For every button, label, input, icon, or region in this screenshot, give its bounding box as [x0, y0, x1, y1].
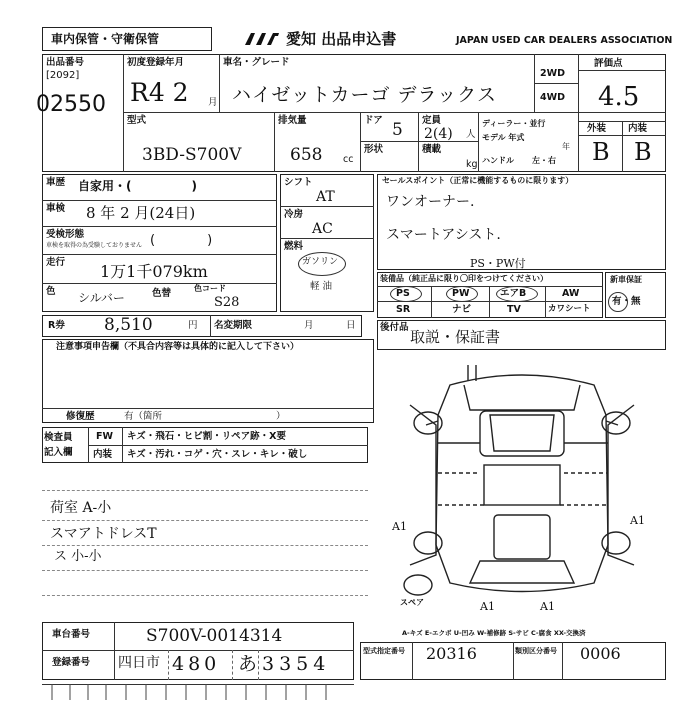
equip-airbag: エアB	[500, 288, 527, 299]
association-title: 愛知 出品申込書	[286, 30, 397, 48]
handwritten-note-3: ス 小-小	[54, 549, 102, 564]
color-label: 色	[46, 286, 56, 297]
dealer-label: ディーラー・並行	[482, 119, 546, 128]
type-designation-value: 20316	[426, 644, 477, 663]
equip-leather: カワシート	[548, 304, 591, 314]
type-designation-label: 型式指定番号	[363, 647, 405, 655]
uss-logo	[242, 30, 282, 48]
extras-label: 後付品	[380, 322, 409, 333]
storage-note: 車内保管・守衛保管	[51, 32, 160, 46]
recycle-label: R券	[48, 320, 65, 331]
shape-label: 形状	[364, 144, 384, 155]
name-change-label: 名変期限	[214, 320, 253, 331]
fuel-circle-mark	[298, 252, 346, 276]
inspection-value: 8 年 2 月(24日)	[86, 204, 196, 222]
interior-items: キズ・汚れ・コゲ・穴・スレ・キレ・破し	[127, 449, 308, 460]
equip-ps-circle	[390, 286, 422, 302]
inspection-mark-label: 受検形態	[46, 229, 85, 240]
category-label: 類別区分番号	[515, 647, 557, 655]
handwritten-note-1: 荷室 A-小	[50, 500, 112, 516]
new-car-warranty-label: 新車保証	[610, 275, 642, 284]
sales-point-1: ワンオーナー.	[386, 194, 475, 210]
carname-value: ハイゼットカーゴ デラックス	[232, 84, 497, 106]
drive-4wd: 4WD	[540, 92, 565, 103]
damage-mark-a1-left: A1	[392, 520, 407, 533]
equipment-handwritten: PS・PW付	[470, 257, 526, 270]
sales-point-2: スマートアシスト.	[386, 227, 501, 243]
mileage-value: 1万1千079km	[100, 262, 208, 281]
capacity-label: 定員	[422, 115, 442, 126]
model-year-unit: 年	[562, 142, 570, 151]
inspector-label: 検査員	[44, 432, 73, 443]
repair-history-value: 有（箇所 ）	[124, 411, 286, 422]
recycle-row	[42, 315, 362, 337]
equip-ps: PS	[396, 288, 410, 299]
bottom-strip	[42, 684, 354, 700]
plate-class-number: 480	[172, 653, 221, 675]
color-change-label: 色替	[152, 288, 172, 299]
equipment-label: 装備品（純正品に限り〇印をつけてください）	[380, 274, 548, 283]
model-label: 型式	[127, 115, 147, 126]
vehicle-damage-diagram	[380, 355, 665, 615]
displacement-value: 658	[290, 145, 323, 165]
exterior-grade: B	[592, 138, 610, 166]
inspection-mark-sub: 車検を取得の為受験しておりません	[46, 242, 143, 249]
name-change-day: 日	[346, 320, 356, 331]
capacity-value: 2(4)	[424, 126, 453, 142]
displacement-label: 排気量	[278, 115, 307, 126]
damage-mark-a1-rear-right: A1	[540, 600, 555, 613]
model-year-label: モデル 年式	[482, 133, 525, 142]
chassis-label: 車台番号	[52, 629, 91, 640]
mileage-label: 走行	[46, 257, 66, 268]
equip-tv: TV	[507, 304, 521, 315]
lot-sub-number: [2092]	[46, 70, 80, 81]
sales-points-section	[377, 174, 666, 270]
plate-region: 四日市	[118, 655, 160, 671]
recycle-value: 8,510	[104, 315, 153, 335]
interior-grade: B	[634, 138, 652, 166]
color-code-label: 色コード	[194, 284, 226, 293]
doors-value: 5	[392, 120, 403, 140]
drive-2wd: 2WD	[540, 68, 565, 79]
handle-value: 左・右	[532, 156, 556, 165]
damage-mark-a1-rear-left: A1	[480, 600, 495, 613]
category-value: 0006	[580, 644, 621, 663]
entry-label: 記入欄	[44, 447, 73, 458]
spare-label: スペア	[400, 598, 424, 607]
fuel-light-oil: 軽 油	[310, 281, 333, 292]
score-value: 4.5	[598, 82, 640, 112]
damage-legend: A-キズ E-エクボ U-凹み W-補修跡 S-サビ C-腐食 XX-交換済	[402, 629, 586, 637]
ac-label: 冷房	[284, 209, 304, 220]
first-reg-month-unit: 月	[208, 97, 218, 108]
shift-value: AT	[316, 189, 335, 205]
notes-label: 注意事項申告欄（不具合内容等は具体的に記入して下さい）	[56, 342, 300, 352]
equip-airbag-circle	[496, 286, 538, 302]
handwritten-note-2: スマアトドレスT	[50, 526, 157, 542]
inspection-label: 車検	[46, 203, 66, 214]
vehicle-info-section	[42, 54, 666, 172]
color-code-value: S28	[214, 295, 240, 310]
exterior-label: 外装	[587, 123, 607, 134]
storage-note-box	[42, 27, 212, 51]
interior-label: 内装	[628, 123, 648, 134]
inspector-interior-label: 内装	[93, 449, 113, 460]
handle-label: ハンドル	[482, 156, 514, 165]
lot-number-label: 出品番号	[46, 57, 85, 68]
carname-label: 車名・グレード	[223, 57, 290, 68]
name-change-month: 月	[304, 320, 314, 331]
association-english: JAPAN USED CAR DEALERS ASSOCIATION	[456, 35, 673, 46]
first-reg-value: R4 2	[130, 78, 189, 107]
capacity-unit: 人	[466, 129, 476, 140]
equip-sr: SR	[396, 304, 411, 315]
fuel-gasoline: ガソリン	[302, 257, 339, 267]
chassis-value: S700V-0014314	[146, 626, 283, 646]
lot-number: 02550	[36, 92, 106, 117]
equip-aw: AW	[562, 288, 580, 299]
plate-label: 登録番号	[52, 657, 91, 668]
doors-label: ドア	[364, 115, 383, 126]
first-reg-label: 初度登録年月	[127, 57, 185, 68]
new-car-warranty-value: 有・無	[612, 296, 641, 307]
ac-value: AC	[312, 221, 333, 237]
fuel-label: 燃料	[284, 241, 304, 252]
score-label: 評価点	[594, 58, 623, 69]
history-value: 自家用・( )	[78, 179, 197, 193]
plate-kana: あ	[238, 653, 258, 675]
color-value: シルバー	[78, 291, 125, 305]
load-label: 積載	[422, 144, 442, 155]
recycle-unit: 円	[188, 320, 198, 331]
warranty-circle-mark	[608, 292, 628, 312]
load-unit: kg	[466, 159, 478, 170]
repair-history-label: 修復歴	[66, 411, 95, 422]
fw-label: FW	[96, 431, 113, 442]
sales-points-label: セールスポイント（正常に機能するものに限ります）	[382, 176, 574, 185]
extras-value: 取説・保証書	[410, 328, 501, 346]
plate-number: 3354	[262, 653, 331, 675]
equip-navi: ナビ	[452, 304, 472, 315]
equip-pw: PW	[452, 288, 470, 299]
damage-mark-a1-right: A1	[630, 514, 645, 527]
equip-pw-circle	[446, 286, 478, 302]
model-value: 3BD-S700V	[142, 145, 242, 165]
fw-items: キズ・飛石・ヒビ割・リペア跡・X要	[127, 431, 286, 442]
shift-label: シフト	[284, 177, 313, 188]
inspection-mark-bracket: ( )	[150, 233, 213, 248]
history-label: 車歴	[46, 177, 66, 188]
displacement-unit: cc	[343, 154, 354, 165]
